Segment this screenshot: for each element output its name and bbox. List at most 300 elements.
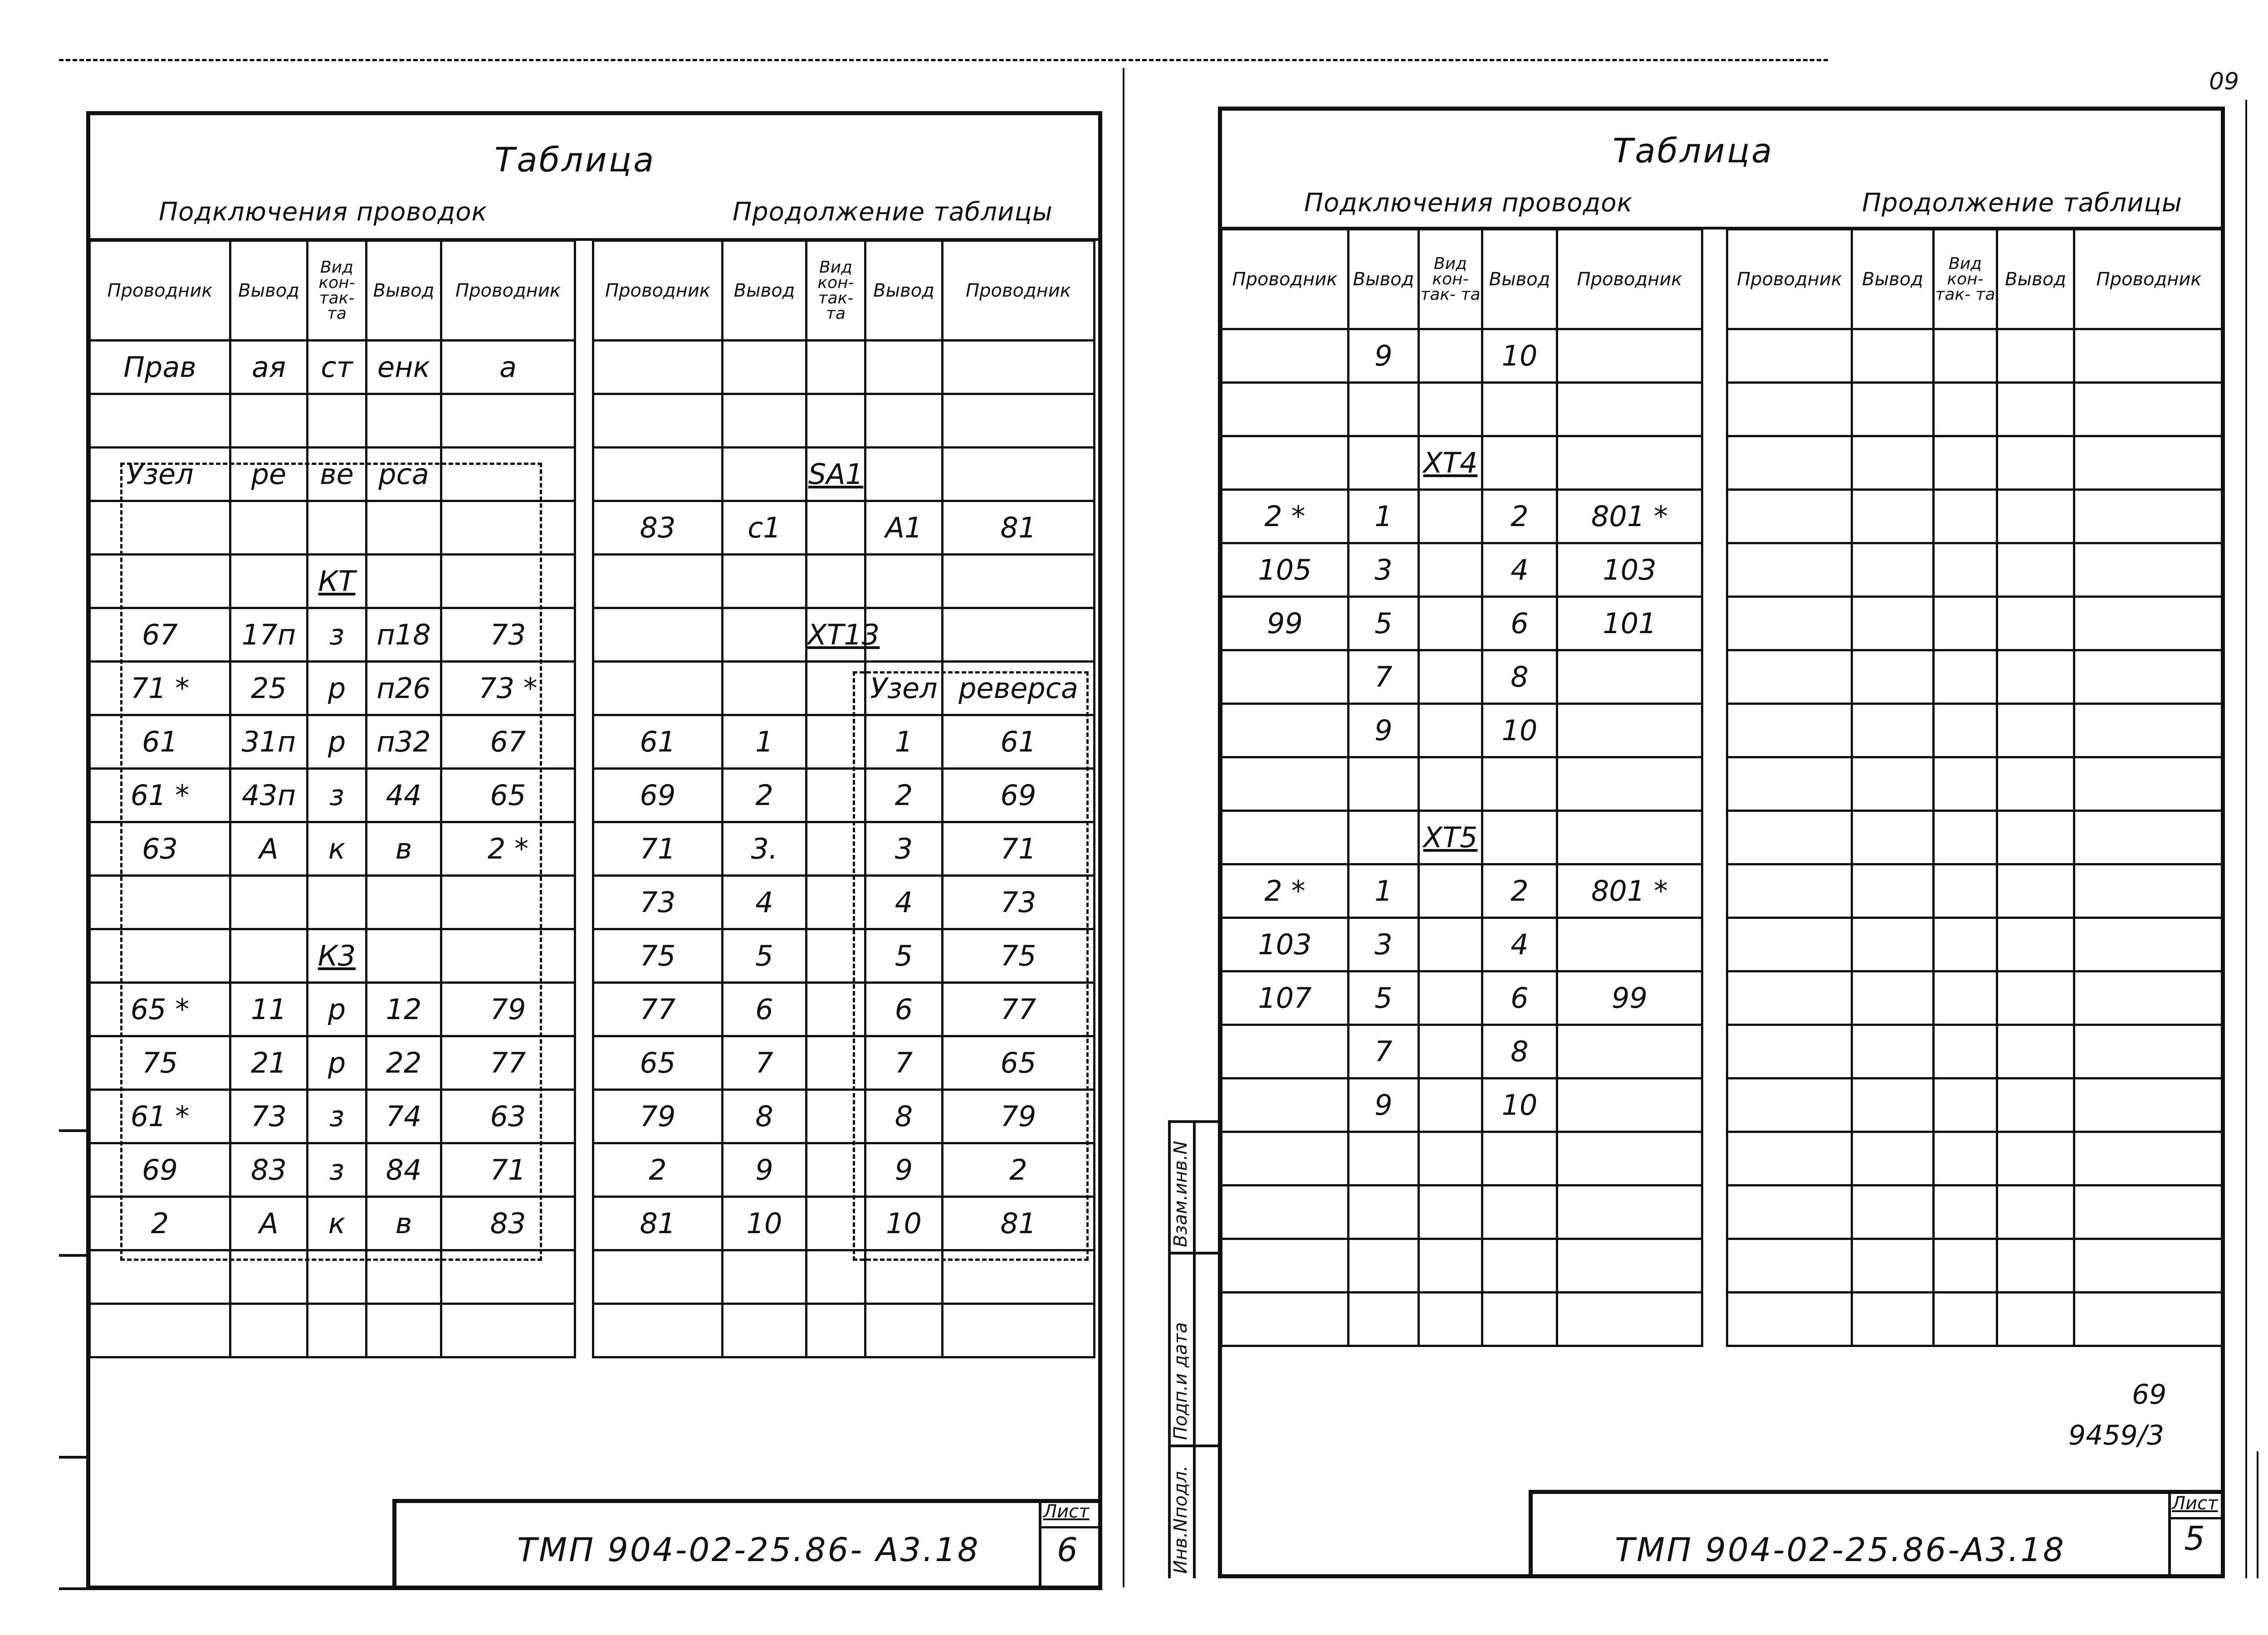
table-cell: Узел — [90, 448, 230, 501]
table-row — [1222, 383, 1702, 436]
table-cell: ХТ13 — [807, 608, 865, 662]
table-cell: 12 — [367, 983, 441, 1036]
table-cell: 69 — [90, 1143, 230, 1197]
table-cell — [2074, 650, 2224, 704]
table-cell — [1934, 490, 1997, 543]
table-cell: 2 — [943, 1143, 1095, 1197]
left-margin-tick — [59, 1456, 88, 1459]
table-cell: 4 — [1482, 918, 1557, 971]
table-cell: 3. — [723, 822, 807, 876]
table-cell — [1222, 1239, 1349, 1293]
table-cell — [1934, 329, 1997, 383]
table-cell — [1419, 383, 1482, 436]
table-cell — [1934, 811, 1997, 864]
table-cell: 61 — [90, 715, 230, 769]
table-cell: 75 — [90, 1036, 230, 1090]
table-row — [1727, 597, 2224, 650]
table-cell — [1349, 1186, 1419, 1239]
table-cell — [1852, 1293, 1934, 1346]
table-cell — [1934, 1239, 1997, 1293]
table-cell: Узел — [865, 662, 943, 715]
table-cell — [807, 341, 865, 394]
table-cell — [1222, 811, 1349, 864]
table-cell: 801 * — [1557, 864, 1702, 918]
table-cell: А1 — [865, 501, 943, 555]
table-cell — [1222, 383, 1349, 436]
table-cell: 77 — [441, 1036, 575, 1090]
table-cell — [1557, 383, 1702, 436]
table-cell — [1419, 704, 1482, 757]
table-cell: 9 — [865, 1143, 943, 1197]
table-cell: 73 — [441, 608, 575, 662]
table-cell — [1997, 329, 2074, 383]
table-cell — [2074, 811, 2224, 864]
table-cell: 801 * — [1557, 490, 1702, 543]
bottom-margin-rule — [59, 1587, 1102, 1590]
col-header-terminal: Вывод — [865, 241, 943, 341]
table-cell: к — [308, 822, 367, 876]
col-header-contact-type: Вид кон- так- та — [807, 241, 865, 341]
table-cell — [1997, 1079, 2074, 1132]
left-sheet-number: 6 — [1057, 1531, 1078, 1569]
table-cell — [1727, 1079, 1852, 1132]
table-cell — [1934, 597, 1997, 650]
table-row — [593, 394, 1095, 448]
table-cell — [1482, 1186, 1557, 1239]
table-cell — [1727, 329, 1852, 383]
table-cell: 6 — [865, 983, 943, 1036]
table-row — [1727, 383, 2224, 436]
table-cell — [441, 394, 575, 448]
table-cell: 105 — [1222, 543, 1349, 597]
table-row — [593, 341, 1095, 394]
table-cell — [2074, 1293, 2224, 1346]
table-cell: 61 * — [90, 1090, 230, 1143]
col-header-conductor: Проводник — [441, 241, 575, 341]
table-cell: 103 — [1222, 918, 1349, 971]
table-row — [593, 555, 1095, 608]
table-cell — [723, 608, 807, 662]
table-cell — [1727, 1293, 1852, 1346]
table-cell: 3 — [1349, 918, 1419, 971]
col-header-conductor: Проводник — [1727, 229, 1852, 329]
table-cell — [1852, 383, 1934, 436]
table-cell: 9 — [1349, 1079, 1419, 1132]
table-row — [1222, 1079, 1702, 1132]
table-cell: 9 — [723, 1143, 807, 1197]
col-header-conductor: Проводник — [593, 241, 723, 341]
left-sheet-label-rule — [1039, 1526, 1102, 1528]
table-cell — [1997, 704, 2074, 757]
table-cell — [1482, 1132, 1557, 1186]
table-row — [1222, 650, 1702, 704]
table-cell — [1934, 1079, 1997, 1132]
table-cell: 81 — [943, 501, 1095, 555]
table-cell — [1482, 1239, 1557, 1293]
table-cell — [1349, 811, 1419, 864]
table-cell — [1852, 329, 1934, 383]
table-cell: 71 — [593, 822, 723, 876]
table-cell — [1997, 811, 2074, 864]
table-cell — [1419, 971, 1482, 1025]
table-cell — [2074, 543, 2224, 597]
table-cell — [1997, 1239, 2074, 1293]
table-cell: 4 — [723, 876, 807, 929]
table-cell — [2074, 918, 2224, 971]
table-cell — [723, 448, 807, 501]
table-cell — [230, 394, 308, 448]
table-cell — [1727, 543, 1852, 597]
table-cell: 3 — [865, 822, 943, 876]
table-cell: 7 — [723, 1036, 807, 1090]
archive-number-top: 69 — [2132, 1379, 2167, 1410]
table-cell — [593, 608, 723, 662]
table-cell: 73 — [593, 876, 723, 929]
table-cell — [943, 555, 1095, 608]
col-header-terminal: Вывод — [723, 241, 807, 341]
table-cell: 10 — [1482, 1079, 1557, 1132]
table-cell — [1727, 1186, 1852, 1239]
table-cell — [593, 394, 723, 448]
table-cell — [1852, 757, 1934, 811]
table-cell — [1419, 1025, 1482, 1079]
col-header-contact-type: Вид кон- так- та — [308, 241, 367, 341]
table-cell — [1557, 811, 1702, 864]
table-cell — [1557, 704, 1702, 757]
col-header-terminal: Вывод — [1997, 229, 2074, 329]
table-cell: в — [367, 1197, 441, 1250]
table-cell: 79 — [943, 1090, 1095, 1143]
col-header-terminal: Вывод — [1482, 229, 1557, 329]
table-cell — [1997, 757, 2074, 811]
reverse-unit-outline — [120, 463, 542, 1261]
table-cell — [1557, 1079, 1702, 1132]
table-cell — [723, 1250, 807, 1304]
table-cell — [1222, 757, 1349, 811]
table-cell — [1419, 597, 1482, 650]
table-cell — [1934, 757, 1997, 811]
table-cell — [2074, 757, 2224, 811]
table-cell — [1419, 918, 1482, 971]
table-cell — [1934, 918, 1997, 971]
table-cell: 2 — [723, 769, 807, 822]
table-cell — [1557, 650, 1702, 704]
table-row — [1727, 918, 2224, 971]
table-cell: з — [308, 769, 367, 822]
table-cell — [1482, 436, 1557, 490]
table-cell — [1852, 650, 1934, 704]
table-cell — [1852, 597, 1934, 650]
table-cell — [723, 1304, 807, 1357]
table-row — [1727, 1293, 2224, 1346]
table-cell — [865, 448, 943, 501]
side-label-signature: Подп.и дата — [1170, 1322, 1191, 1440]
table-cell: 2 — [1482, 864, 1557, 918]
table-cell — [593, 1304, 723, 1357]
table-row — [1222, 918, 1702, 971]
table-header-row — [1727, 229, 2224, 329]
table-cell — [1419, 757, 1482, 811]
table-row — [90, 394, 575, 448]
table-cell: КТ — [308, 555, 367, 608]
table-cell — [593, 1250, 723, 1304]
left-subtitle-connections: Подключения проводок — [159, 197, 488, 227]
table-cell — [1349, 1239, 1419, 1293]
table-cell — [593, 662, 723, 715]
table-cell — [1419, 864, 1482, 918]
table-cell — [723, 555, 807, 608]
table-cell — [807, 394, 865, 448]
archive-number-bottom: 9459/3 — [2068, 1420, 2165, 1451]
table-cell — [1852, 543, 1934, 597]
table-cell — [1557, 1025, 1702, 1079]
table-cell — [1349, 436, 1419, 490]
table-cell: 71 — [441, 1143, 575, 1197]
table-row — [1222, 1239, 1702, 1293]
table-row — [1222, 436, 1702, 490]
table-header-row — [1222, 229, 1702, 329]
table-cell: 4 — [865, 876, 943, 929]
table-cell — [593, 555, 723, 608]
table-cell — [1934, 383, 1997, 436]
table-cell — [2074, 971, 2224, 1025]
table-cell: 8 — [1482, 650, 1557, 704]
table-cell: 83 — [230, 1143, 308, 1197]
table-cell: 83 — [593, 501, 723, 555]
table-cell: 71 * — [90, 662, 230, 715]
table-cell — [1997, 864, 2074, 918]
table-cell: 1 — [723, 715, 807, 769]
table-row — [1727, 1239, 2224, 1293]
table-cell: 65 — [441, 769, 575, 822]
table-cell: 101 — [1557, 597, 1702, 650]
table-row — [1727, 864, 2224, 918]
table-cell — [1419, 1239, 1482, 1293]
table-cell — [1557, 1239, 1702, 1293]
table-cell: 6 — [1482, 971, 1557, 1025]
table-cell — [1482, 757, 1557, 811]
table-cell: с1 — [723, 501, 807, 555]
table-cell: 6 — [1482, 597, 1557, 650]
table-row — [593, 608, 1095, 662]
col-header-terminal: Вывод — [1349, 229, 1419, 329]
table-cell — [2074, 490, 2224, 543]
table-cell — [308, 394, 367, 448]
table-cell: з — [308, 608, 367, 662]
table-cell — [1727, 704, 1852, 757]
table-row — [1222, 597, 1702, 650]
table-cell — [1419, 1186, 1482, 1239]
table-cell — [1222, 704, 1349, 757]
table-cell — [943, 394, 1095, 448]
left-margin-tick — [59, 1254, 88, 1257]
col-header-conductor: Проводник — [1222, 229, 1349, 329]
table-row — [1222, 864, 1702, 918]
table-cell: 73 — [943, 876, 1095, 929]
table-cell — [865, 1304, 943, 1357]
table-cell — [1852, 490, 1934, 543]
table-cell: 1 — [1349, 864, 1419, 918]
table-cell — [1557, 757, 1702, 811]
table-row — [1727, 1025, 2224, 1079]
table-cell — [2074, 864, 2224, 918]
table-cell — [1934, 1186, 1997, 1239]
table-cell — [1727, 436, 1852, 490]
table-cell: 11 — [230, 983, 308, 1036]
table-row — [1222, 329, 1702, 383]
table-cell — [1222, 1132, 1349, 1186]
table-cell: 7 — [1349, 650, 1419, 704]
table-cell: 77 — [943, 983, 1095, 1036]
table-row — [90, 341, 575, 394]
table-cell — [1419, 1132, 1482, 1186]
table-cell: ХТ4 — [1419, 436, 1482, 490]
table-cell — [1557, 1293, 1702, 1346]
table-row — [90, 1304, 575, 1357]
center-fold-line — [1123, 68, 1124, 1587]
table-row — [593, 448, 1095, 501]
table-cell: 75 — [593, 929, 723, 983]
col-header-terminal: Вывод — [230, 241, 308, 341]
left-title: Таблица — [494, 141, 656, 180]
left-sheet-label: Лист — [1043, 1501, 1090, 1522]
table-cell: енк — [367, 341, 441, 394]
table-cell — [723, 394, 807, 448]
table-cell — [1419, 650, 1482, 704]
right-sheet-number: 5 — [2184, 1519, 2205, 1557]
table-row — [1222, 1025, 1702, 1079]
table-cell: 8 — [865, 1090, 943, 1143]
table-cell: п18 — [367, 608, 441, 662]
table-cell — [593, 341, 723, 394]
table-cell — [1419, 543, 1482, 597]
table-row — [1222, 757, 1702, 811]
table-cell: 10 — [723, 1197, 807, 1250]
table-cell — [1852, 811, 1934, 864]
table-cell: 65 — [943, 1036, 1095, 1090]
table-cell: 71 — [943, 822, 1095, 876]
right-drawing-code: ТМП 904-02-25.86-А3.18 — [1615, 1531, 2066, 1569]
table-cell — [2074, 383, 2224, 436]
table-header-row — [593, 241, 1095, 341]
table-cell: 5 — [865, 929, 943, 983]
table-cell — [807, 1304, 865, 1357]
table-cell: 21 — [230, 1036, 308, 1090]
table-cell — [1934, 436, 1997, 490]
table-cell — [1997, 650, 2074, 704]
table-cell — [230, 1304, 308, 1357]
table-row — [1222, 811, 1702, 864]
table-cell — [308, 1304, 367, 1357]
table-cell — [1997, 490, 2074, 543]
table-cell — [1557, 329, 1702, 383]
table-cell: 9 — [1349, 704, 1419, 757]
table-cell — [1852, 1079, 1934, 1132]
table-cell: 2 — [1482, 490, 1557, 543]
table-cell: 107 — [1222, 971, 1349, 1025]
table-row — [1222, 704, 1702, 757]
table-cell — [1934, 1132, 1997, 1186]
table-cell: 103 — [1557, 543, 1702, 597]
table-cell: 65 — [593, 1036, 723, 1090]
table-row — [1222, 971, 1702, 1025]
col-header-conductor: Проводник — [2074, 229, 2224, 329]
right-title: Таблица — [1613, 132, 1774, 171]
table-cell: Прав — [90, 341, 230, 394]
table-cell — [1557, 436, 1702, 490]
table-cell — [943, 608, 1095, 662]
table-cell: 67 — [90, 608, 230, 662]
table-cell: в — [367, 822, 441, 876]
table-cell — [1997, 597, 2074, 650]
table-cell: 5 — [1349, 597, 1419, 650]
table-cell — [1997, 918, 2074, 971]
table-cell — [1557, 1132, 1702, 1186]
table-cell: р — [308, 715, 367, 769]
table-cell — [2074, 704, 2224, 757]
table-cell: 79 — [593, 1090, 723, 1143]
table-cell: а — [441, 341, 575, 394]
table-cell — [1852, 864, 1934, 918]
table-cell — [1727, 650, 1852, 704]
table-cell — [807, 555, 865, 608]
table-cell — [943, 341, 1095, 394]
table-row — [1727, 329, 2224, 383]
table-cell — [1222, 329, 1349, 383]
table-row — [1727, 811, 2224, 864]
table-cell: 25 — [230, 662, 308, 715]
table-cell: 10 — [1482, 704, 1557, 757]
table-cell — [1349, 757, 1419, 811]
table-cell — [1997, 971, 2074, 1025]
table-cell — [1852, 918, 1934, 971]
table-row — [1727, 490, 2224, 543]
table-cell — [1852, 1186, 1934, 1239]
table-cell: 43п — [230, 769, 308, 822]
table-cell — [723, 341, 807, 394]
table-cell: 31п — [230, 715, 308, 769]
table-cell: п26 — [367, 662, 441, 715]
col-header-conductor: Проводник — [943, 241, 1095, 341]
table-cell — [1934, 971, 1997, 1025]
table-cell: 3 — [1349, 543, 1419, 597]
table-cell: 73 * — [441, 662, 575, 715]
table-cell: 81 — [593, 1197, 723, 1250]
col-header-contact-type: Вид кон- так- та — [1419, 229, 1482, 329]
table-cell — [1419, 329, 1482, 383]
table-cell: К3 — [308, 929, 367, 983]
table-cell: к — [308, 1197, 367, 1250]
table-cell — [1349, 383, 1419, 436]
table-cell — [2074, 1025, 2224, 1079]
table-cell — [1852, 436, 1934, 490]
table-cell: 84 — [367, 1143, 441, 1197]
table-row — [1727, 543, 2224, 597]
table-cell: 63 — [90, 822, 230, 876]
table-cell: 1 — [1349, 490, 1419, 543]
table-cell: 44 — [367, 769, 441, 822]
table-cell — [1852, 1025, 1934, 1079]
table-cell — [1934, 1293, 1997, 1346]
col-header-terminal: Вывод — [1852, 229, 1934, 329]
table-cell: р — [308, 662, 367, 715]
table-cell: ре — [230, 448, 308, 501]
table-cell — [1557, 918, 1702, 971]
table-cell: 10 — [1482, 329, 1557, 383]
table-cell: 61 — [593, 715, 723, 769]
table-cell — [1934, 543, 1997, 597]
left-drawing-code: ТМП 904-02-25.86- А3.18 — [517, 1531, 980, 1569]
